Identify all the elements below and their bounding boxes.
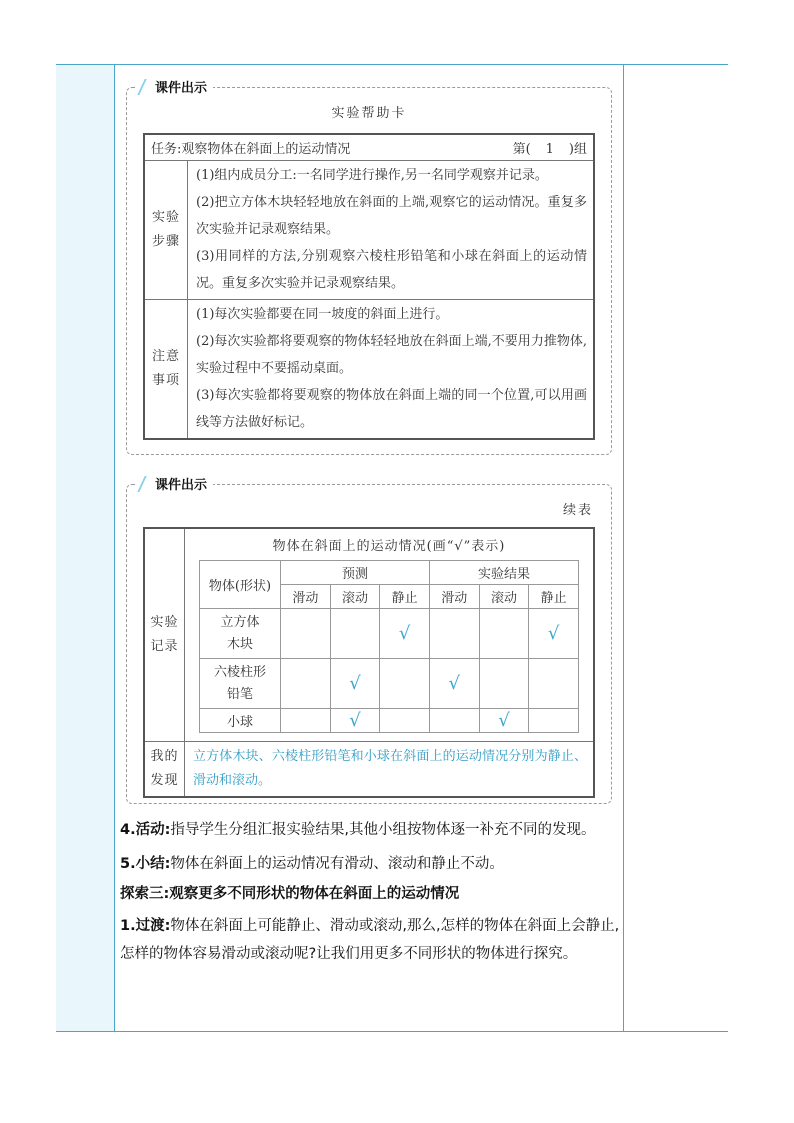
- help-card-table: [143, 133, 595, 440]
- check-mark: √: [330, 709, 380, 733]
- sub-header: 静止: [380, 585, 430, 609]
- finding-text: 立方体木块、六棱柱形铅笔和小球在斜面上的运动情况分别为静止、滑动和滚动。: [185, 742, 595, 798]
- object-name: 六棱柱形 铅笔: [200, 659, 281, 709]
- table-row: [200, 609, 579, 659]
- task-row: [144, 134, 594, 160]
- result-header: 实验结果: [429, 561, 578, 585]
- check-mark: [281, 659, 331, 709]
- check-mark: √: [330, 659, 380, 709]
- notes-label: 注意 事项: [144, 299, 188, 439]
- group-number: 1: [545, 141, 554, 157]
- check-mark: [380, 709, 430, 733]
- table-row: [200, 659, 579, 709]
- column-divider: [623, 64, 624, 1032]
- sub-header: 静止: [529, 585, 579, 609]
- steps-label: 实验 步骤: [144, 160, 188, 299]
- transition-paragraph: 1.过渡:物体在斜面上可能静止、滑动或滚动,那么,怎样的物体在斜面上会静止,怎样的物体容易滑动或滚动呢?让我们用更多不同形状的物体进行探究。: [120, 918, 620, 962]
- check-mark: [281, 709, 331, 733]
- predict-header: 预测: [281, 561, 430, 585]
- summary-paragraph: 5.小结:物体在斜面上的运动情况有滑动、滚动和静止不动。: [120, 856, 504, 872]
- courseware-panel-2: [126, 478, 612, 804]
- activity-paragraph: 4.活动:指导学生分组汇报实验结果,其他小组按物体逐一补充不同的发现。: [120, 822, 596, 838]
- record-content: [185, 528, 595, 742]
- column-divider: [114, 64, 115, 1032]
- steps-content: [188, 160, 595, 299]
- panel-tag: 课件出示: [137, 474, 213, 493]
- object-name: 小球: [200, 709, 281, 733]
- check-mark: [429, 709, 479, 733]
- task-text: 任务:观察物体在斜面上的运动情况: [151, 141, 351, 157]
- check-mark: [479, 609, 529, 659]
- check-mark: [281, 609, 331, 659]
- step-item: (1)组内成员分工:一名同学进行操作,另一名同学观察并记录。: [196, 167, 548, 183]
- slash-icon: [137, 79, 156, 95]
- table-row: [200, 709, 579, 733]
- group-number-field: 第( 1 )组: [512, 141, 587, 157]
- sub-header: 滑动: [429, 585, 479, 609]
- step-item: (3)用同样的方法,分别观察六棱柱形铅笔和小球在斜面上的运动情况。重复多次实验并记录观察结果。: [196, 248, 587, 291]
- check-mark: [330, 609, 380, 659]
- lesson-body: [120, 816, 620, 968]
- results-table: [199, 560, 579, 733]
- object-header: 物体(形状): [200, 561, 281, 609]
- record-label: 实验 记录: [144, 528, 185, 742]
- step-item: (2)把立方体木块轻轻地放在斜面的上端,观察它的运动情况。重复多次实验并记录观察结果。: [196, 194, 587, 237]
- check-mark: [529, 659, 579, 709]
- sub-header: 滚动: [330, 585, 380, 609]
- check-mark: √: [479, 709, 529, 733]
- check-mark: √: [380, 609, 430, 659]
- note-item: (2)每次实验都将要观察的物体轻轻地放在斜面上端,不要用力推物体,实验过程中不要摇动桌面。: [196, 333, 587, 376]
- notes-content: [188, 299, 595, 439]
- finding-label: 我的 发现: [144, 742, 185, 798]
- check-mark: [529, 709, 579, 733]
- left-column: [56, 64, 114, 1032]
- note-item: (3)每次实验都将要观察的物体放在斜面上端的同一个位置,可以用画线等方法做好标记。: [196, 387, 587, 430]
- note-item: (1)每次实验都要在同一坡度的斜面上进行。: [196, 306, 449, 322]
- sub-header: 滑动: [281, 585, 331, 609]
- check-mark: √: [429, 659, 479, 709]
- record-table: [143, 527, 595, 798]
- slash-icon: [137, 476, 156, 492]
- section-heading: 探索三:观察更多不同形状的物体在斜面上的运动情况: [120, 886, 460, 902]
- courseware-panel-1: [126, 81, 612, 455]
- card-title: 实验帮助卡: [331, 106, 407, 121]
- object-name: 立方体 木块: [200, 609, 281, 659]
- panel-tag: 课件出示: [137, 77, 213, 96]
- check-mark: [429, 609, 479, 659]
- check-mark: [380, 659, 430, 709]
- continued-label: 续表: [562, 503, 593, 518]
- check-mark: √: [529, 609, 579, 659]
- top-rule: [56, 64, 728, 65]
- bottom-rule: [56, 1031, 728, 1032]
- sub-header: 滚动: [479, 585, 529, 609]
- check-mark: [479, 659, 529, 709]
- record-title: 物体在斜面上的运动情况(画“√”表示): [272, 539, 506, 554]
